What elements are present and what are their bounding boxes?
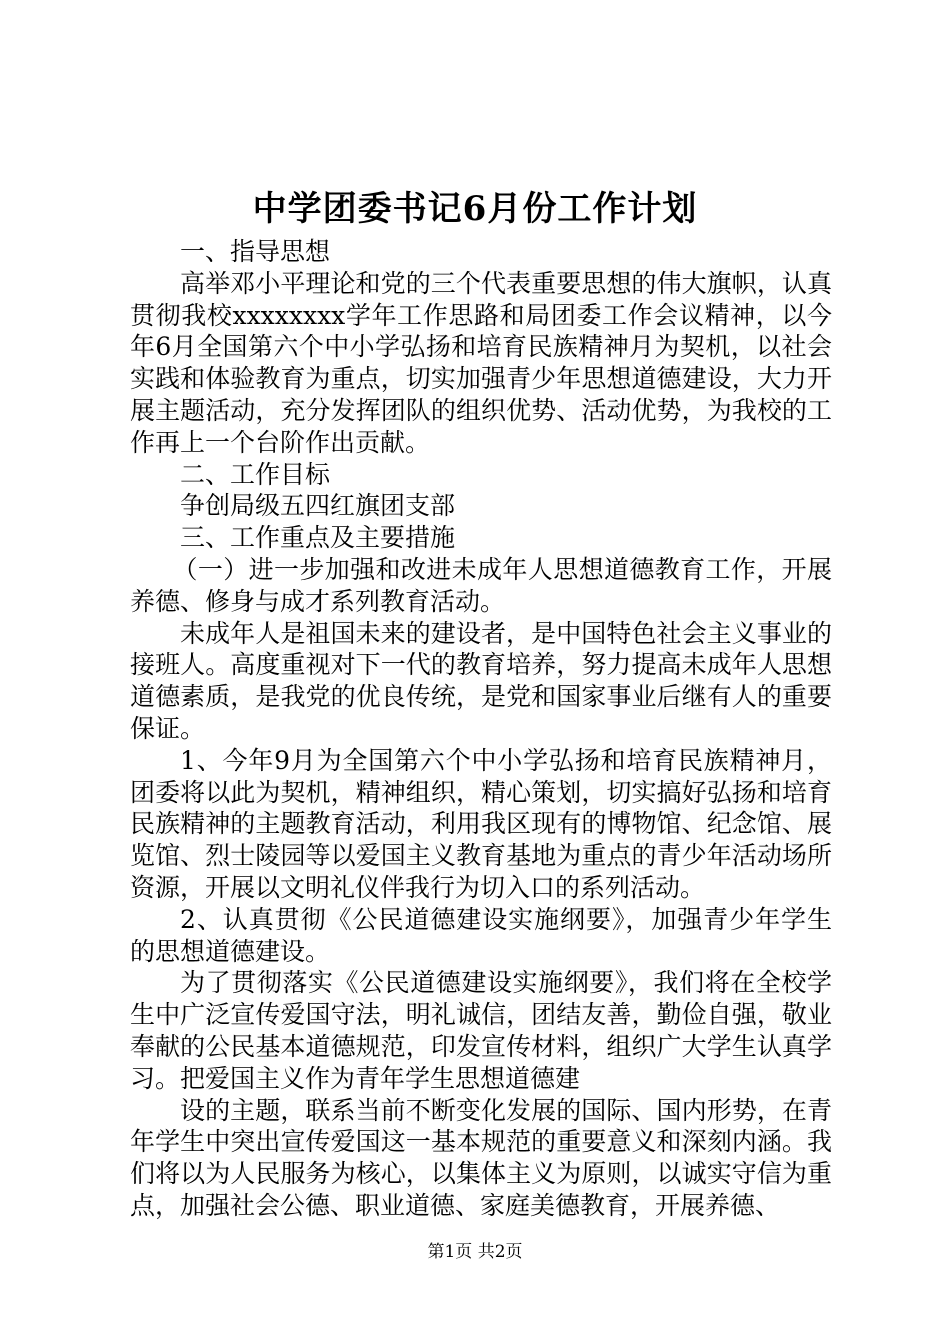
- paragraph-heading-3: 三、工作重点及主要措施: [180, 523, 456, 553]
- paragraph: 设的主题，联系当前不断变化发展的国际、国内形势，在青年学生中突出宣传爱国这一基本规范的重要意义和深刻内涵。我们将以为人民服务为核心，以集体主义为原则，以诚实守信为重点，加强社会公德、职业道德、家庭美德教育，开展养德、: [130, 1095, 832, 1220]
- paragraph: 未成年人是祖国未来的建设者，是中国特色社会主义事业的接班人。高度重视对下一代的教育培养，努力提高未成年人思想道德素质，是我党的优良传统，是党和国家事业后继有人的重要保证。: [130, 618, 832, 743]
- paragraph-heading-2: 二、工作目标: [180, 459, 331, 489]
- document-title: 中学团委书记6月份工作计划: [252, 189, 698, 229]
- paragraph: 争创局级五四红旗团支部: [180, 491, 456, 521]
- paragraph-heading-1: 一、指导思想: [180, 237, 331, 266]
- document-body: [130, 236, 832, 1222]
- paragraph: 为了贯彻落实《公民道德建设实施纲要》，我们将在全校学生中广泛宣传爱国守法，明礼诚信，团结友善，勤俭自强，敬业奉献的公民基本道德规范，印发宣传材料，组织广大学生认真学习。把爱国主义作为青年学生思想道德建: [130, 968, 832, 1093]
- paragraph: 1、今年9月为全国第六个中小学弘扬和培育民族精神月，团委将以此为契机，精神组织，精心策划，切实搞好弘扬和培育民族精神的主题教育活动，利用我区现有的博物馆、纪念馆、展览馆、烈士陵园等以爱国主义教育基地为重点的青少年活动场所资源，开展以文明礼仪伴我行为切入口的系列活动。: [130, 745, 832, 902]
- paragraph-subheading: （一）进一步加强和改进未成年人思想道德教育工作，开展养德、修身与成才系列教育活动。: [130, 554, 832, 616]
- paragraph: 2、认真贯彻《公民道德建设实施纲要》，加强青少年学生的思想道德建设。: [130, 904, 832, 966]
- page-footer: 第1页 共2页: [427, 1242, 523, 1262]
- paragraph: 高举邓小平理论和党的三个代表重要思想的伟大旗帜，认真贯彻我校xxxxxxxx学年工作思路和局团委工作会议精神，以今年6月全国第六个中小学弘扬和培育民族精神月为契机，以社会实践和体验教育为重点，切实加强青少年思想道德建设，大力开展主题活动，充分发挥团队的组织优势、活动优势，为我校的工作再上一个台阶作出贡献。: [130, 268, 832, 457]
